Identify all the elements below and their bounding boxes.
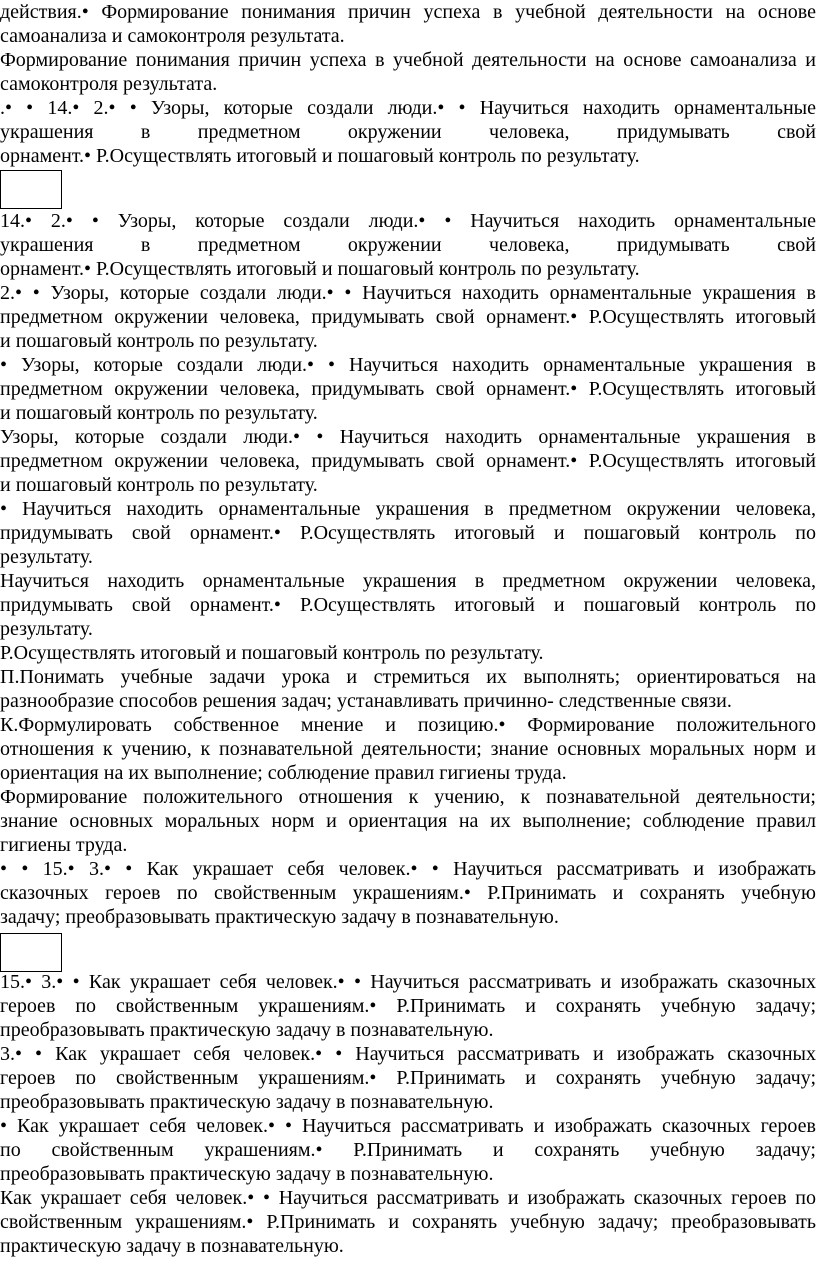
text-line: • Научиться находить орнаментальные украшения в предметном окружении человека,: [0, 498, 816, 520]
text-line: предметном окружении человека, придумывать свой орнамент.• Р.Осуществлять итоговый: [0, 378, 816, 400]
text-line: ориентация на их выполнение; соблюдение правил гигиены труда.: [0, 762, 567, 784]
empty-table-cell-2: [0, 933, 62, 972]
text-line: гигиены труда.: [0, 834, 128, 856]
text-line: 2.• • Узоры, которые создали люди.• • Научиться находить орнаментальные украшения в: [0, 282, 816, 304]
text-line: предметном окружении человека, придумывать свой орнамент.• Р.Осуществлять итоговый: [0, 450, 816, 472]
text-line: 3.• • Как украшает себя человек.• • Научиться рассматривать и изображать сказочных: [0, 1043, 816, 1065]
text-line: результату.: [0, 618, 93, 640]
text-line: Как украшает себя человек.• • Научиться рассматривать и изображать сказочных героев по: [0, 1187, 816, 1209]
text-line: орнамент.• Р.Осуществлять итоговый и пошаговый контроль по результату.: [0, 145, 640, 167]
text-line: • Как украшает себя человек.• • Научиться рассматривать и изображать сказочных героев: [0, 1115, 816, 1137]
text-line: .• • 14.• 2.• • Узоры, которые создали люди.• • Научиться находить орнаментальные: [0, 97, 816, 119]
text-line: преобразовывать практическую задачу в познавательную.: [0, 1091, 494, 1113]
text-line: 15.• 3.• • Как украшает себя человек.• • Научиться рассматривать и изображать сказочных: [0, 971, 816, 993]
text-line: и пошаговый контроль по результату.: [0, 474, 318, 496]
text-line: знание основных моральных норм и ориентация на их выполнение; соблюдение правил: [0, 810, 816, 832]
text-line: самоанализа и самоконтроля результата.: [0, 25, 345, 47]
text-line: К.Формулировать собственное мнение и позицию.• Формирование положительного: [0, 714, 816, 736]
text-line: и пошаговый контроль по результату.: [0, 330, 318, 352]
text-line: героев по свойственным украшениям.• Р.Принимать и сохранять учебную задачу;: [0, 1067, 816, 1089]
text-line: Формирование положительного отношения к учению, к познавательной деятельности;: [0, 786, 816, 808]
text-line: практическую задачу в познавательную.: [0, 1235, 344, 1257]
text-line: действия.• Формирование понимания причин успеха в учебной деятельности на основе: [0, 1, 816, 23]
text-line: Узоры, которые создали люди.• • Научиться находить орнаментальные украшения в: [0, 426, 816, 448]
text-line: сказочных героев по свойственным украшениям.• Р.Принимать и сохранять учебную: [0, 882, 816, 904]
text-line: придумывать свой орнамент.• Р.Осуществлять итоговый и пошаговый контроль по: [0, 594, 816, 616]
text-line: украшения в предметном окружении человека, придумывать свой: [0, 121, 816, 143]
text-line: отношения к учению, к познавательной деятельности; знание основных моральных норм и: [0, 738, 816, 760]
text-line: героев по свойственным украшениям.• Р.Принимать и сохранять учебную задачу;: [0, 995, 816, 1017]
text-line: по свойственным украшениям.• Р.Принимать и сохранять учебную задачу;: [0, 1139, 816, 1161]
text-line: • Узоры, которые создали люди.• • Научиться находить орнаментальные украшения в: [0, 354, 816, 376]
text-line: П.Понимать учебные задачи урока и стремиться их выполнять; ориентироваться на: [0, 666, 816, 688]
text-line: 14.• 2.• • Узоры, которые создали люди.• • Научиться находить орнаментальные: [0, 210, 816, 232]
text-line: Формирование понимания причин успеха в учебной деятельности на основе самоанализа и: [0, 49, 816, 71]
text-line: Научиться находить орнаментальные украшения в предметном окружении человека,: [0, 570, 816, 592]
text-line: разнообразие способов решения задач; устанавливать причинно- следственные связи.: [0, 690, 732, 712]
empty-table-cell-1: [0, 170, 62, 209]
text-line: Р.Осуществлять итоговый и пошаговый контроль по результату.: [0, 642, 544, 664]
text-line: самоконтроля результата.: [0, 73, 218, 95]
text-line: преобразовывать практическую задачу в познавательную.: [0, 1019, 494, 1041]
text-line: преобразовывать практическую задачу в познавательную.: [0, 1163, 494, 1185]
text-line: украшения в предметном окружении человека, придумывать свой: [0, 234, 816, 256]
text-line: свойственным украшениям.• Р.Принимать и сохранять учебную задачу; преобразовывать: [0, 1211, 816, 1233]
text-line: и пошаговый контроль по результату.: [0, 402, 318, 424]
text-line: орнамент.• Р.Осуществлять итоговый и пошаговый контроль по результату.: [0, 258, 640, 280]
text-line: • • 15.• 3.• • Как украшает себя человек.• • Научиться рассматривать и изображать: [0, 858, 816, 880]
text-line: придумывать свой орнамент.• Р.Осуществлять итоговый и пошаговый контроль по: [0, 522, 816, 544]
text-line: предметном окружении человека, придумывать свой орнамент.• Р.Осуществлять итоговый: [0, 306, 816, 328]
text-line: результату.: [0, 546, 93, 568]
text-line: задачу; преобразовывать практическую задачу в познавательную.: [0, 906, 559, 928]
